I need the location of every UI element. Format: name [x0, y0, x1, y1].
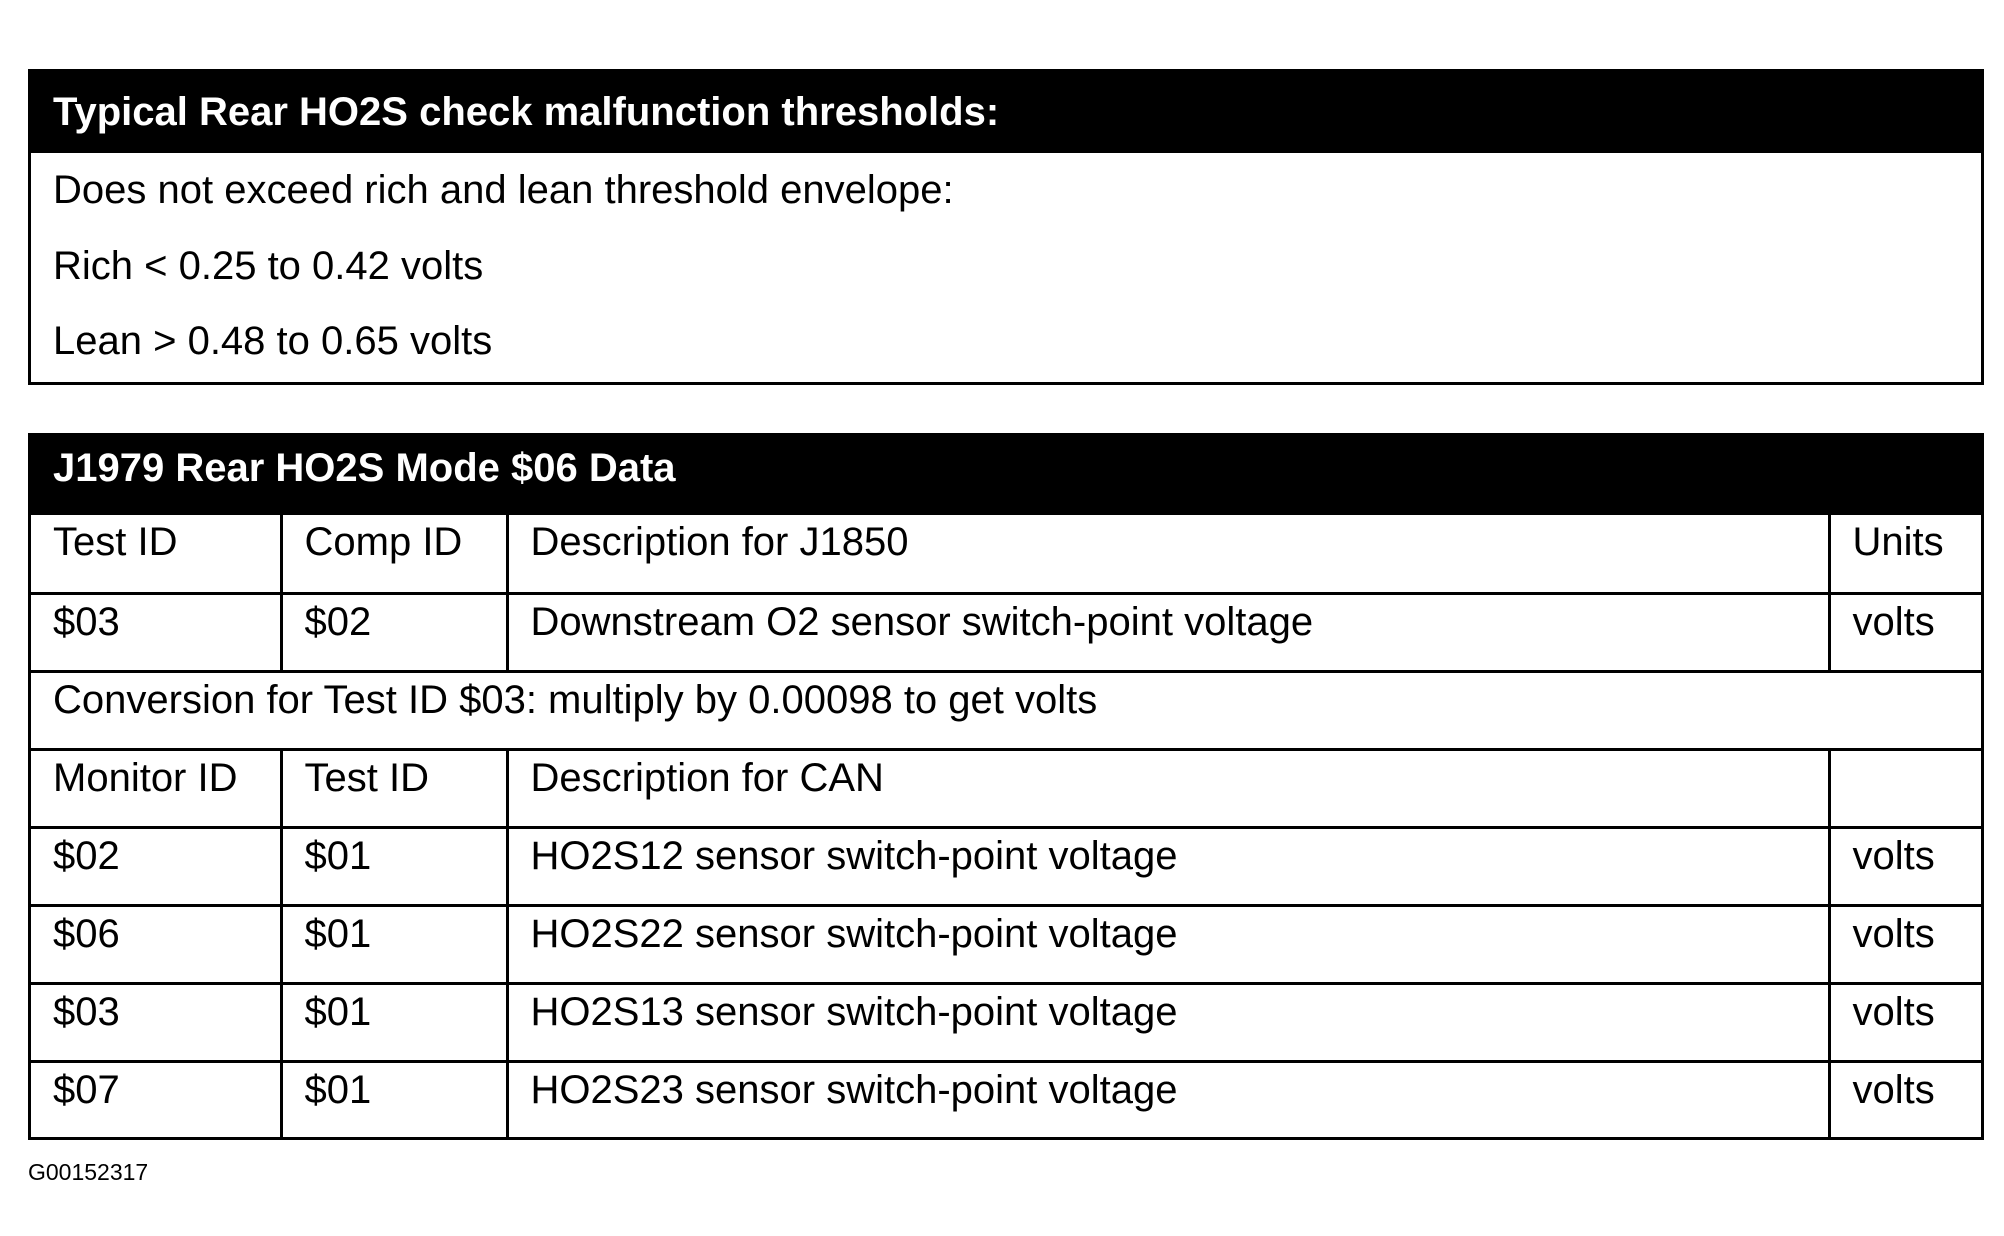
description-cell: HO2S23 sensor switch-point voltage — [507, 1061, 1829, 1139]
table-row — [31, 593, 1981, 671]
j1850-header-row — [31, 515, 1981, 593]
description-cell: HO2S12 sensor switch-point voltage — [507, 827, 1829, 905]
table-row — [31, 1061, 1981, 1139]
mode06-title: J1979 Rear HO2S Mode $06 Data — [31, 436, 1981, 515]
header-cell: Units — [1829, 515, 1981, 593]
thresholds-title: Typical Rear HO2S check malfunction thresholds: — [31, 72, 1981, 153]
test-id-cell: $01 — [281, 905, 507, 983]
header-cell: Comp ID — [281, 515, 507, 593]
description-cell: Downstream O2 sensor switch-point voltage — [507, 593, 1829, 671]
thresholds-box — [28, 69, 1984, 385]
monitor-id-cell: $03 — [31, 983, 281, 1061]
header-cell: Description for J1850 — [507, 515, 1829, 593]
header-cell — [1829, 749, 1981, 827]
description-cell: HO2S13 sensor switch-point voltage — [507, 983, 1829, 1061]
header-cell: Description for CAN — [507, 749, 1829, 827]
conversion-row — [31, 671, 1981, 749]
conversion-note: Conversion for Test ID $03: multiply by 0.00098 to get volts — [31, 671, 1981, 749]
can-header-row — [31, 749, 1981, 827]
mode06-box — [28, 433, 1984, 1140]
monitor-id-cell: $07 — [31, 1061, 281, 1139]
test-id-cell: $01 — [281, 827, 507, 905]
monitor-id-cell: $06 — [31, 905, 281, 983]
header-cell: Test ID — [281, 749, 507, 827]
threshold-envelope-line: Does not exceed rich and lean threshold envelope: — [53, 168, 954, 212]
table-row — [31, 905, 1981, 983]
description-cell: HO2S22 sensor switch-point voltage — [507, 905, 1829, 983]
units-cell: volts — [1829, 827, 1981, 905]
units-cell: volts — [1829, 983, 1981, 1061]
table-row — [31, 983, 1981, 1061]
figure-id: G00152317 — [28, 1159, 149, 1185]
monitor-id-cell: $02 — [31, 827, 281, 905]
units-cell: volts — [1829, 905, 1981, 983]
header-cell: Test ID — [31, 515, 281, 593]
comp-id-cell: $02 — [281, 593, 507, 671]
threshold-lean-line: Lean > 0.48 to 0.65 volts — [53, 319, 493, 363]
table-row — [31, 827, 1981, 905]
units-cell: volts — [1829, 593, 1981, 671]
units-cell: volts — [1829, 1061, 1981, 1139]
mode06-table — [31, 515, 1981, 1139]
test-id-cell: $01 — [281, 1061, 507, 1139]
test-id-cell: $01 — [281, 983, 507, 1061]
test-id-cell: $03 — [31, 593, 281, 671]
threshold-rich-line: Rich < 0.25 to 0.42 volts — [53, 244, 484, 288]
header-cell: Monitor ID — [31, 749, 281, 827]
